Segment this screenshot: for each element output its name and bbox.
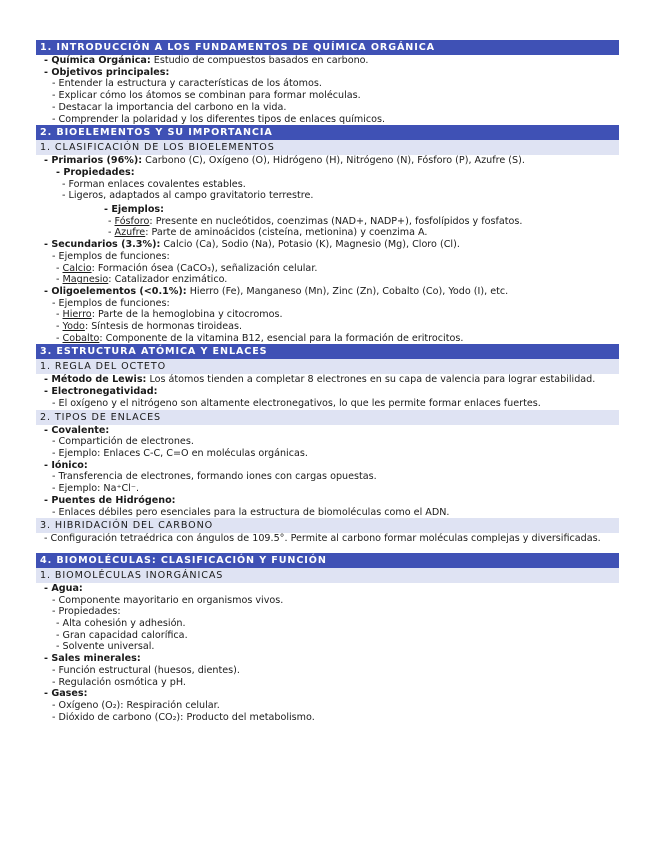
text-line [36, 239, 619, 251]
term-label: - Gases: [44, 688, 88, 700]
subsection-heading: 2. TIPOS DE ENLACES [36, 410, 619, 425]
term-text: Carbono (C), Oxígeno (O), Hidrógeno (H), Nitrógeno (N), Fósforo (P), Azufre (S). [142, 155, 525, 167]
term-label: - Propiedades: [56, 166, 135, 178]
list-item: - Ejemplo: Na⁺Cl⁻. [52, 483, 139, 495]
term-label: - Oligoelementos (<0.1%): [44, 285, 187, 297]
list-item: - Función estructural (huesos, dientes). [52, 664, 240, 676]
text-line [36, 55, 619, 67]
list-item [36, 309, 619, 321]
list-item: - Compartición de electrones. [52, 436, 194, 448]
term-label: - Puentes de Hidrógeno: [44, 494, 176, 506]
term-text: Estudio de compuestos basados en carbono. [150, 55, 369, 66]
text-line [36, 653, 619, 665]
term-label: - Secundarios (3.3%): [44, 239, 161, 251]
dash: - [56, 309, 63, 321]
element-name: Magnesio [62, 274, 109, 286]
term-text: Calcio (Ca), Sodio (Na), Potasio (K), Magnesio (Mg), Cloro (Cl). [160, 239, 460, 251]
element-text: : Parte de la hemoglobina y citocromos. [91, 309, 283, 321]
text-line [36, 495, 619, 507]
list-item: - Ejemplos de funciones: [52, 297, 170, 309]
list-item: - Regulación osmótica y pH. [52, 676, 186, 688]
dash: - [56, 332, 63, 344]
list-item [36, 227, 619, 239]
list-item: - Ejemplo: Enlaces C-C, C=O en moléculas orgánicas. [52, 447, 308, 459]
dash: - [56, 274, 63, 286]
element-text: : Catalizador enzimático. [108, 274, 228, 286]
dash: - [56, 321, 63, 333]
document-content [36, 40, 619, 723]
list-item: - Destacar la importancia del carbono en la vida. [52, 101, 287, 113]
list-item [36, 216, 619, 228]
subsection-heading: 1. CLASIFICACIÓN DE LOS BIOELEMENTOS [36, 140, 619, 155]
list-item: - Enlaces débiles pero esenciales para la estructura de biomoléculas como el ADN. [52, 506, 450, 518]
term-text: Hierro (Fe), Manganeso (Mn), Zinc (Zn), Cobalto (Co), Yodo (I), etc. [186, 285, 509, 297]
list-item: - Solvente universal. [56, 641, 155, 653]
text-line [36, 155, 619, 167]
text-line [36, 167, 619, 179]
text-line [36, 425, 619, 437]
dash: - [56, 262, 63, 274]
section-heading: 3. ESTRUCTURA ATÓMICA Y ENLACES [36, 344, 619, 359]
term-label: - Objetivos principales: [44, 66, 170, 78]
element-name: Calcio [62, 262, 92, 274]
subsection-heading: 3. HIBRIDACIÓN DEL CARBONO [36, 518, 619, 533]
term-label: - Agua: [44, 582, 83, 594]
list-item [36, 321, 619, 333]
subsection-heading: 1. REGLA DEL OCTETO [36, 359, 619, 374]
term-label: - Método de Lewis: [44, 374, 147, 386]
dash: - [108, 227, 115, 239]
list-item: - Propiedades: [52, 606, 121, 618]
text-line [36, 688, 619, 700]
list-item: - Ligeros, adaptados al campo gravitatorio terrestre. [62, 190, 314, 202]
element-text: : Formación ósea (CaCO₃), señalización celular. [91, 262, 318, 274]
list-item [36, 333, 619, 345]
element-text: : Parte de aminoácidos (cisteína, metionina) y coenzima A. [145, 227, 428, 239]
term-label: - Ejemplos: [104, 204, 164, 216]
section-heading: 1. INTRODUCCIÓN A LOS FUNDAMENTOS DE QUÍMICA ORGÁNICA [36, 40, 619, 55]
dash: - [108, 215, 115, 227]
list-item: - Ejemplos de funciones: [52, 250, 170, 262]
term-label: - Primarios (96%): [44, 155, 143, 167]
text-line [36, 67, 619, 79]
list-item: - Explicar cómo los átomos se combinan para formar moléculas. [52, 90, 361, 102]
element-name: Hierro [62, 309, 92, 321]
element-text: : Presente en nucleótidos, coenzimas (NAD+, NADP+), fosfolípidos y fosfatos. [149, 215, 523, 227]
list-item: - Forman enlaces covalentes estables. [62, 178, 246, 190]
text-line [36, 204, 619, 216]
list-item [36, 274, 619, 286]
term-text: Los átomos tienden a completar 8 electrones en su capa de valencia para lograr estabilidad. [146, 374, 596, 386]
text-line [36, 386, 619, 398]
list-item: - Oxígeno (O₂): Respiración celular. [52, 699, 220, 711]
element-text: : Síntesis de hormonas tiroideas. [84, 321, 243, 333]
list-item: - Entender la estructura y características de los átomos. [52, 78, 322, 90]
text-line: - Configuración tetraédrica con ángulos de 109.5°. Permite al carbono formar moléculas complejas y diversificadas. [44, 533, 601, 545]
subsection-heading: 1. BIOMOLÉCULAS INORGÁNICAS [36, 568, 619, 583]
term-label: - Electronegatividad: [44, 386, 158, 398]
element-name: Yodo [62, 321, 85, 333]
term-label: - Iónico: [44, 459, 88, 471]
list-item: - Componente mayoritario en organismos vivos. [52, 594, 284, 606]
list-item [36, 263, 619, 275]
list-item: - Dióxido de carbono (CO₂): Producto del metabolismo. [52, 711, 315, 723]
spacer [36, 545, 619, 553]
element-text: : Componente de la vitamina B12, esencial para la formación de eritrocitos. [99, 332, 464, 344]
text-line [36, 460, 619, 472]
term-label: - Covalente: [44, 424, 110, 436]
term-label: - Sales minerales: [44, 653, 141, 665]
text-line [36, 583, 619, 595]
text-line [36, 286, 619, 298]
list-item: - Transferencia de electrones, formando iones con cargas opuestas. [52, 471, 377, 483]
list-item: - Comprender la polaridad y los diferentes tipos de enlaces químicos. [52, 113, 386, 125]
list-item: - Alta cohesión y adhesión. [56, 618, 186, 630]
element-name: Fósforo [114, 215, 150, 227]
section-heading: 2. BIOELEMENTOS Y SU IMPORTANCIA [36, 125, 619, 140]
element-name: Azufre [114, 227, 146, 239]
list-item: - El oxígeno y el nitrógeno son altamente electronegativos, lo que les permite formar enlaces fuertes. [52, 397, 541, 409]
list-item: - Gran capacidad calorífica. [56, 629, 188, 641]
element-name: Cobalto [62, 332, 100, 344]
text-line [36, 374, 619, 386]
term-label: - Química Orgánica: [44, 55, 151, 66]
section-heading: 4. BIOMOLÉCULAS: CLASIFICACIÓN Y FUNCIÓN [36, 553, 619, 568]
